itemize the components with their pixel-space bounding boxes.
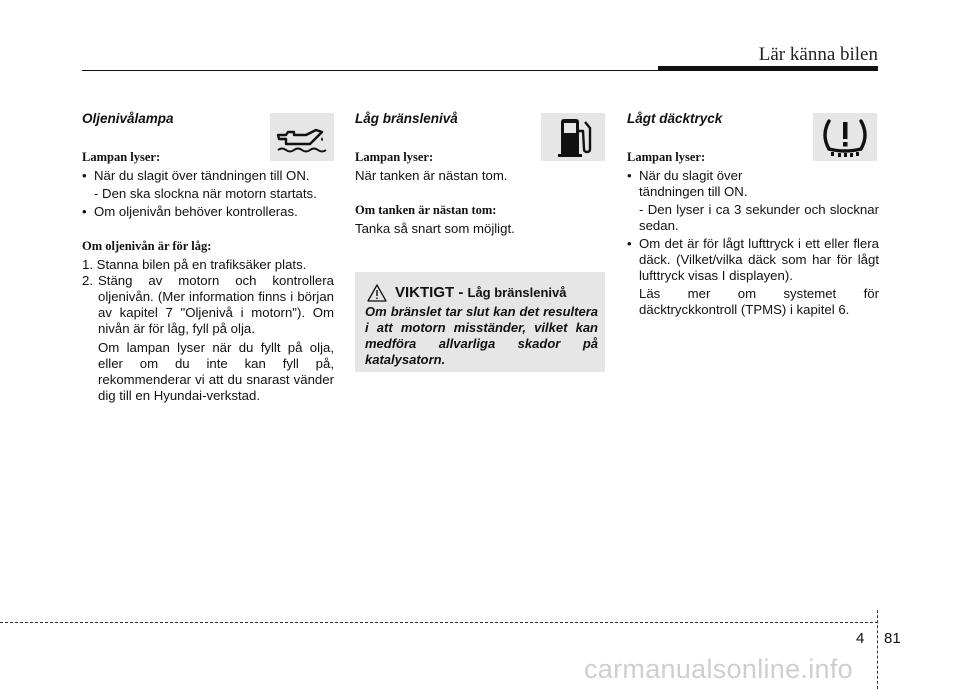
column-fuel-level <box>355 108 605 237</box>
tpms-bullet-ignition-sub: - Den lyser i ca 3 sekunder och slocknar sedan. <box>639 202 879 233</box>
footer-rule <box>0 622 878 623</box>
column-oil-level <box>82 108 334 404</box>
oil-bullet-ignition: • När du slagit över tändningen till ON. <box>82 168 334 184</box>
warning-title <box>395 284 566 301</box>
section-header: Lär känna bilen <box>758 44 878 65</box>
page-number: 81 <box>884 630 901 647</box>
fuel-low-label: Om tanken är nästan tom: <box>355 203 497 217</box>
oil-lamp-on-label: Lampan lyser: <box>82 150 161 164</box>
warning-title-label: VIKTIGT - <box>395 284 464 301</box>
fuel-low-text: Tanka så snart som möjligt. <box>355 221 515 236</box>
tpms-bullet-ignition: • När du slagit över tändningen till ON. <box>627 168 809 200</box>
oil-step-2 <box>82 273 334 337</box>
warning-text: Om bränslet tar slut kan det resultera i att motorn misständer, vilket kan medföra allvarliga skador på katalysatorn. <box>365 304 598 367</box>
oil-step-2-extra: Om lampan lyser när du fyllt på olja, eller om du inte kan fyll på, rekommenderar vi att du snarast vänder dig till en Hyundai-verkstad. <box>98 340 334 403</box>
tpms-section-title: Lågt däcktryck <box>627 111 723 126</box>
column-tire-pressure <box>627 108 879 320</box>
watermark: carmanualsonline.info <box>584 654 853 684</box>
oil-section-title: Oljenivålampa <box>82 111 174 126</box>
warning-header <box>365 282 600 304</box>
oil-step-2-number: 2. <box>82 273 93 288</box>
tpms-lamp-on-label: Lampan lyser: <box>627 150 706 164</box>
chapter-number: 4 <box>856 630 865 647</box>
tpms-bullet-low-pressure: • Om det är för lågt lufttryck i ett eller flera däck. (Vilket/vilka däck som har för lågt lufttryck visas I displayen). <box>627 236 879 284</box>
fuel-section-title: Låg bränslenivå <box>355 111 458 126</box>
warning-subtitle: Låg bränslenivå <box>467 285 567 300</box>
oil-step-2-text: Stäng av motorn och kontrollera oljenivån. (Mer information finns i början av kapitel 7 "Oljenivå i motorn"). Om nivån är för låg, fyll på olja. <box>98 273 334 336</box>
fuel-lamp-on-text: När tanken är nästan tom. <box>355 168 508 183</box>
fuel-warning-box <box>355 272 605 372</box>
oil-bullet-ignition-sub: - Den ska slockna när motorn startats. <box>94 186 317 201</box>
oil-bullet-check: • Om oljenivån behöver kontrolleras. <box>82 204 334 220</box>
footer-divider <box>877 610 878 689</box>
oil-step-1: 1. Stanna bilen på en trafiksäker plats. <box>82 257 307 272</box>
oil-low-label: Om oljenivån är för låg: <box>82 239 212 253</box>
header-rule-accent <box>658 66 878 71</box>
tpms-bullet-extra: Läs mer om systemet för däcktryckkontroll (TPMS) i kapitel 6. <box>639 286 879 317</box>
fuel-lamp-on-label: Lampan lyser: <box>355 150 434 164</box>
